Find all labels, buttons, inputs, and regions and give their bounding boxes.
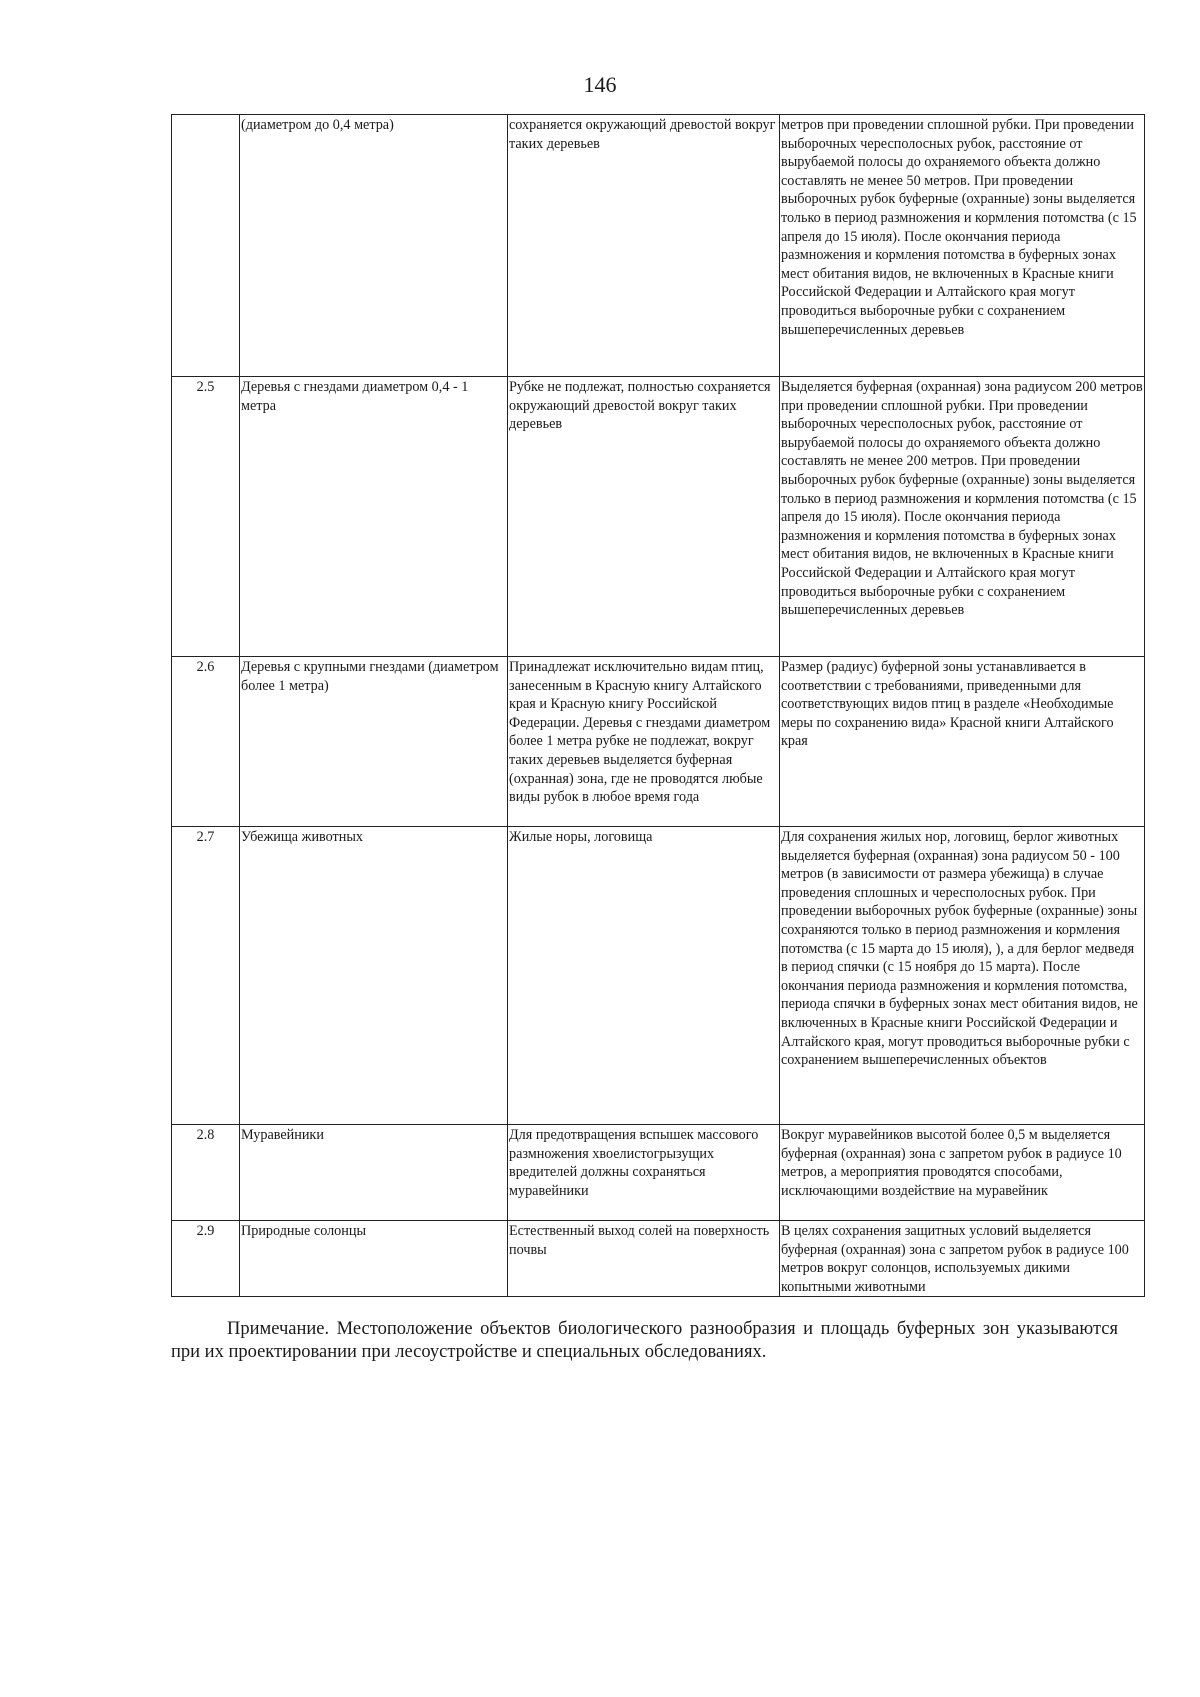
table-row [172,827,1145,1125]
requirement-cell: Принадлежат исключительно видам птиц, занесенным в Красную книгу Алтайского края и Красную книгу Российской Федерации. Деревья с гнездами диаметром более 1 метра рубке не подлежат, вокруг таких деревьев выделяется буферная (охранная) зона, где не проводятся любые виды рубок в любое время года [508,657,780,827]
buffer-zone-cell: метров при проведении сплошной рубки. При проведении выборочных чересполосных рубок, расстояние от вырубаемой полосы до охраняемого объекта должно составлять не менее 50 метров. При проведении выборочных рубок буферные (охранные) зоны выделяется только в период размножения и кормления потомства (с 15 апреля до 15 июля). После окончания периода размножения и кормления потомства в буферных зонах мест обитания видов, не включенных в Красные книги Российской Федерации и Алтайского края могут проводиться выборочные рубки с сохранением вышеперечисленных деревьев [780,115,1145,377]
buffer-zone-cell: В целях сохранения защитных условий выделяется буферная (охранная) зона с запретом рубок в радиусе 100 метров вокруг солонцов, используемых дикими копытными животными [780,1221,1145,1297]
row-number: 2.8 [172,1125,240,1221]
table-row [172,1221,1145,1297]
footnote-paragraph: Примечание. Местоположение объектов биологического разнообразия и площадь буферных зон указываются при их проектировании при лесоустройстве и специальных обследованиях. [171,1319,1118,1362]
buffer-zones-table [171,114,1145,1297]
requirement-cell: сохраняется окружающий древостой вокруг таких деревьев [508,115,780,377]
object-cell: Убежища животных [240,827,508,1125]
buffer-zone-cell: Вокруг муравейников высотой более 0,5 м выделяется буферная (охранная) зона с запретом рубок в радиусе 10 метров, а мероприятия проводятся способами, исключающими воздействие на муравейник [780,1125,1145,1221]
table-row [172,115,1145,377]
requirement-cell: Для предотвращения вспышек массового размножения хвоелистогрызущих вредителей должны сохраняться муравейники [508,1125,780,1221]
object-cell: Муравейники [240,1125,508,1221]
table-row [172,657,1145,827]
row-number: 2.9 [172,1221,240,1297]
buffer-zone-cell: Размер (радиус) буферной зоны устанавливается в соответствии с требованиями, приведенными для соответствующих видов птиц в разделе «Необходимые меры по сохранению вида» Красной книги Алтайского края [780,657,1145,827]
row-number: 2.5 [172,377,240,657]
requirement-cell: Рубке не подлежат, полностью сохраняется окружающий древостой вокруг таких деревьев [508,377,780,657]
table-row [172,377,1145,657]
table-row [172,1125,1145,1221]
row-number: 2.7 [172,827,240,1125]
buffer-zone-cell: Выделяется буферная (охранная) зона радиусом 200 метров при проведении сплошной рубки. При проведении выборочных чересполосных рубок, расстояние от вырубаемой полосы до охраняемого объекта должно составлять не менее 200 метров. При проведении выборочных рубок буферные (охранные) зоны выделяется только в период размножения и кормления потомства (с 15 апреля до 15 июля). После окончания периода размножения и кормления потомства в буферных зонах мест обитания видов, не включенных в Красные книги Российской Федерации и Алтайского края могут проводиться выборочные рубки с сохранением вышеперечисленных деревьев [780,377,1145,657]
object-cell: Природные солонцы [240,1221,508,1297]
object-cell: (диаметром до 0,4 метра) [240,115,508,377]
requirement-cell: Естественный выход солей на поверхность почвы [508,1221,780,1297]
page-number: 146 [583,72,617,97]
requirement-cell: Жилые норы, логовища [508,827,780,1125]
buffer-zone-cell: Для сохранения жилых нор, логовищ, берлог животных выделяется буферная (охранная) зона радиусом 50 - 100 метров (в зависимости от размера убежища) в случае проведения сплошных и чересполосных рубок. При проведении выборочных рубок буферные (охранные) зоны сохраняются только в период размножения и кормления потомства (с 15 марта до 15 июля), ), а для берлог медведя в период спячки (с 15 ноября до 15 марта). После окончания периода размножения и кормления потомства, периода спячки в буферных зонах мест обитания видов, не включенных в Красные книги Российской Федерации и Алтайского края, могут проводиться выборочные рубки с сохранением вышеперечисленных объектов [780,827,1145,1125]
row-number [172,115,240,377]
row-number: 2.6 [172,657,240,827]
object-cell: Деревья с крупными гнездами (диаметром более 1 метра) [240,657,508,827]
object-cell: Деревья с гнездами диаметром 0,4 - 1 метра [240,377,508,657]
